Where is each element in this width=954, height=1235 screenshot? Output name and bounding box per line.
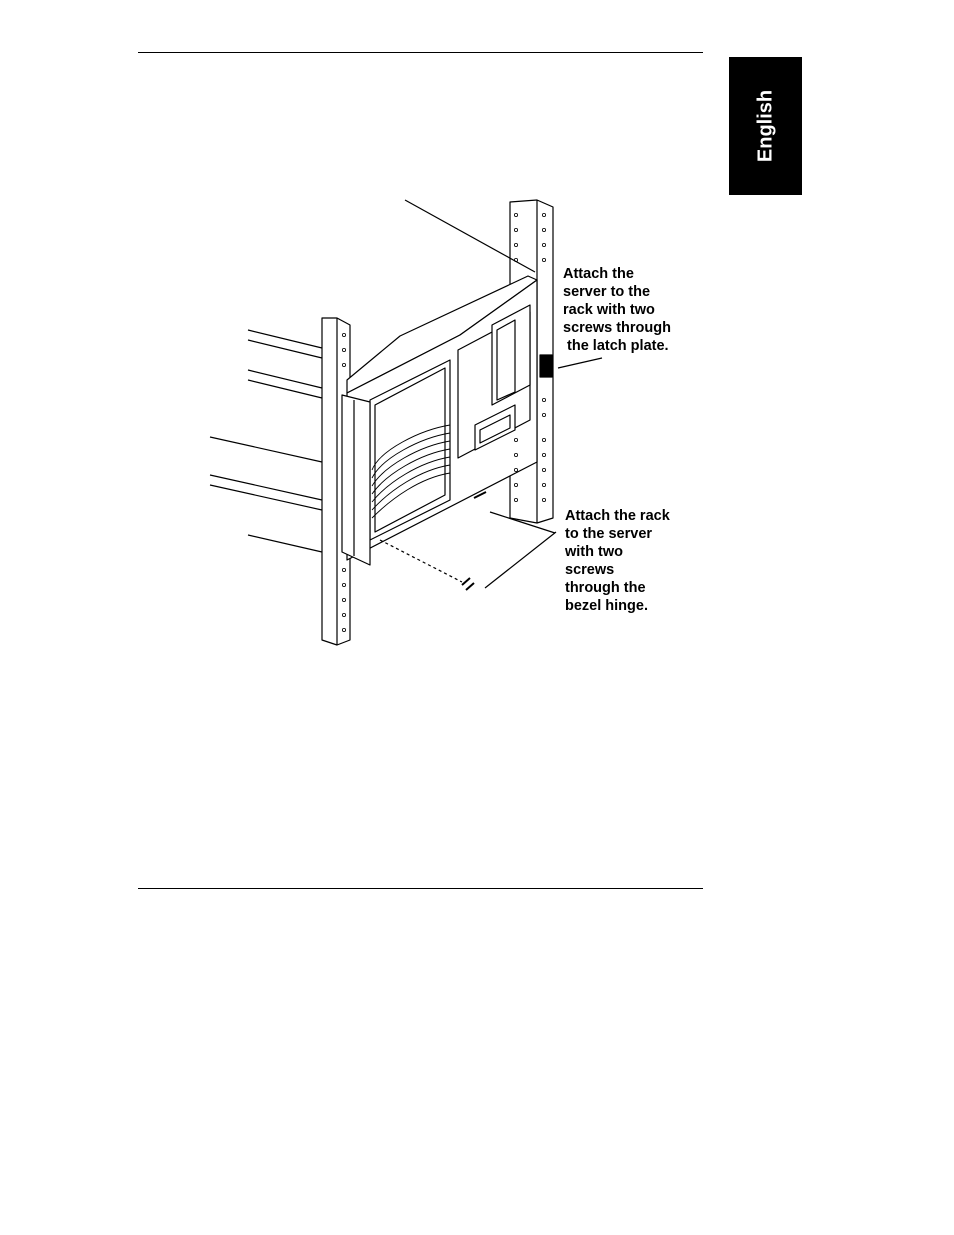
language-tab-label: English <box>754 89 776 163</box>
header-rule <box>138 52 703 53</box>
footer-rule <box>138 888 703 889</box>
callout-line: through the <box>565 580 646 596</box>
callout-line: Attach the <box>563 266 634 282</box>
rack-server-illustration <box>205 195 625 650</box>
callout-line: the latch plate. <box>563 338 669 354</box>
bezel-hinge-callout <box>565 507 670 615</box>
callout-line: Attach the rack <box>565 508 670 524</box>
latch-plate-callout <box>563 265 671 355</box>
callout-line: screws <box>565 562 615 578</box>
language-tab <box>729 57 802 195</box>
callout-line: server to the <box>563 284 651 300</box>
callout-line: with two <box>565 544 623 560</box>
callout-line: rack with two <box>563 302 655 318</box>
callout-line: bezel hinge. <box>565 598 648 614</box>
callout-line: to the server <box>565 526 653 542</box>
callout-line: screws through <box>563 320 671 336</box>
